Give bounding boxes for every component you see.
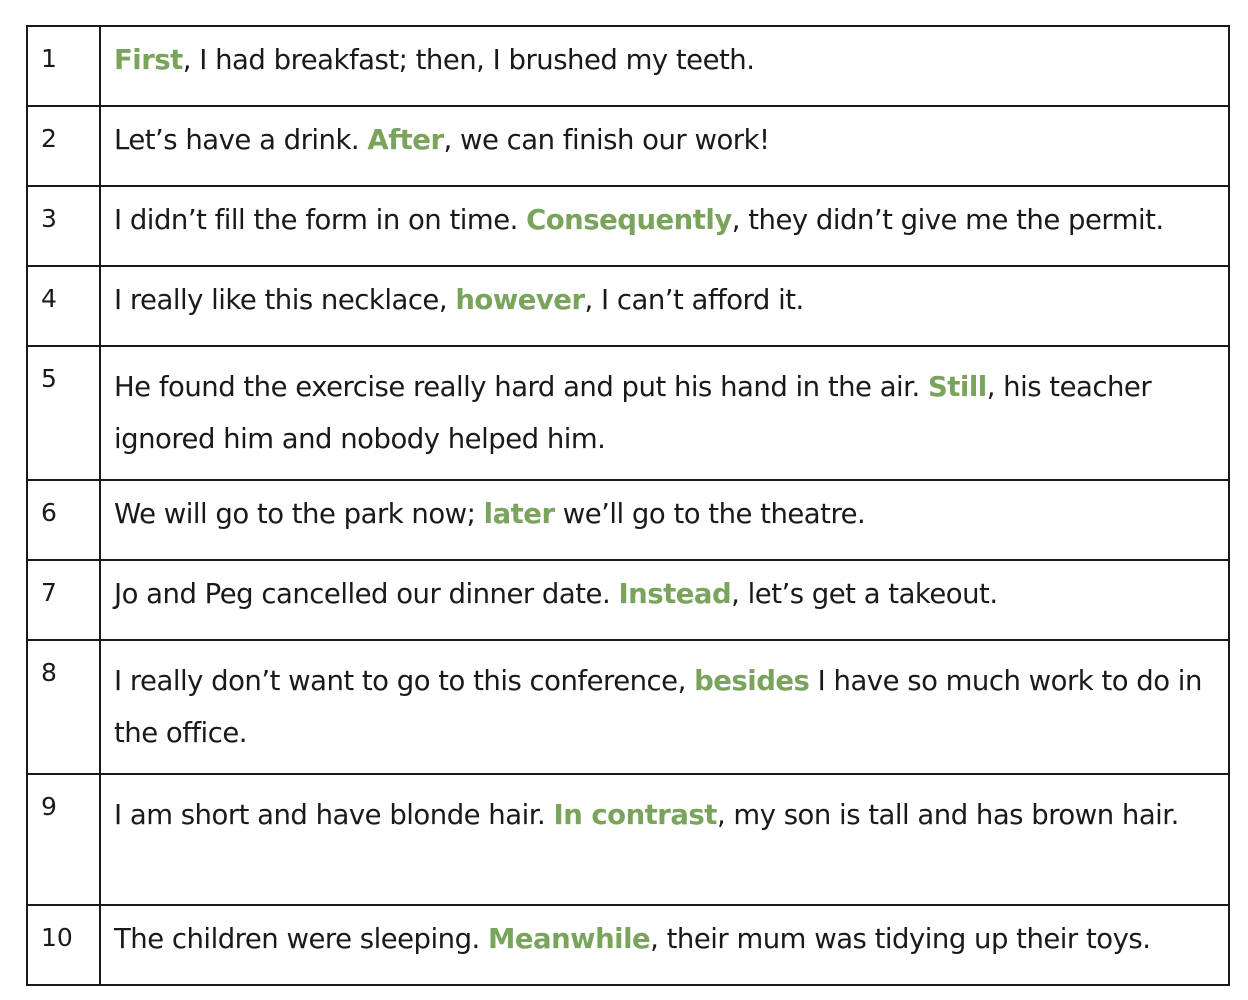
table-row: [27, 480, 1229, 560]
connector-word: Instead: [618, 578, 732, 610]
sentence-cell: [100, 106, 1229, 186]
sentence-after: , I had breakfast; then, I brushed my teeth.: [182, 44, 755, 76]
sentence-before: We will go to the park now;: [114, 498, 484, 530]
sentence-cell: [100, 266, 1229, 346]
connector-word: Still: [927, 371, 987, 403]
row-number: 5: [27, 346, 100, 480]
sentence-after: , I can’t afford it.: [584, 284, 804, 316]
sentence-before: I didn’t fill the form in on time.: [114, 204, 527, 236]
table-row: [27, 266, 1229, 346]
table-row: [27, 26, 1229, 106]
sentence-cell: [100, 560, 1229, 640]
table-row: [27, 560, 1229, 640]
connector-word: Meanwhile: [488, 923, 651, 955]
connector-word: later: [483, 498, 555, 530]
sentence-before: I really like this necklace,: [114, 284, 456, 316]
sentence-after: , we can finish our work!: [443, 124, 770, 156]
connector-word: After: [367, 124, 444, 156]
connector-word: First: [114, 44, 183, 76]
row-number: 2: [27, 106, 100, 186]
sentence-before: He found the exercise really hard and put his hand in the air.: [114, 371, 928, 403]
sentence-after: , his teacher ignored him and nobody helped him.: [114, 371, 1152, 455]
sentence-cell: [100, 480, 1229, 560]
connector-word: In contrast: [553, 799, 717, 831]
row-number: 10: [27, 905, 100, 985]
row-number: 1: [27, 26, 100, 106]
sentence-after: , my son is tall and has brown hair.: [716, 799, 1179, 831]
row-number: 8: [27, 640, 100, 774]
sentence-after: I have so much work to do in the office.: [114, 665, 1202, 749]
sentence-after: , let’s get a takeout.: [731, 578, 998, 610]
sentence-after: we’ll go to the theatre.: [554, 498, 866, 530]
table-row: [27, 640, 1229, 774]
sentence-cell: [100, 905, 1229, 985]
sentence-table: [26, 25, 1230, 986]
sentence-cell: [100, 186, 1229, 266]
row-number: 4: [27, 266, 100, 346]
row-number: 6: [27, 480, 100, 560]
table-row: [27, 186, 1229, 266]
sentence-before: Let’s have a drink.: [114, 124, 368, 156]
sentence-cell: [100, 640, 1229, 774]
connector-word: Consequently: [526, 204, 732, 236]
row-number: 9: [27, 774, 100, 905]
sentence-before: Jo and Peg cancelled our dinner date.: [114, 578, 619, 610]
row-number: 7: [27, 560, 100, 640]
sentence-after: , they didn’t give me the permit.: [731, 204, 1164, 236]
sentence-after: , their mum was tidying up their toys.: [650, 923, 1151, 955]
table-row: [27, 106, 1229, 186]
row-number: 3: [27, 186, 100, 266]
connector-word: besides: [694, 665, 810, 697]
table-row: [27, 774, 1229, 905]
table-row: [27, 905, 1229, 985]
connector-word: however: [455, 284, 585, 316]
table-row: [27, 346, 1229, 480]
sentence-cell: [100, 346, 1229, 480]
sentence-cell: [100, 26, 1229, 106]
sentence-cell: [100, 774, 1229, 905]
sentence-before: The children were sleeping.: [114, 923, 489, 955]
sentence-before: I am short and have blonde hair.: [114, 799, 554, 831]
sentence-before: I really don’t want to go to this conference,: [114, 665, 695, 697]
